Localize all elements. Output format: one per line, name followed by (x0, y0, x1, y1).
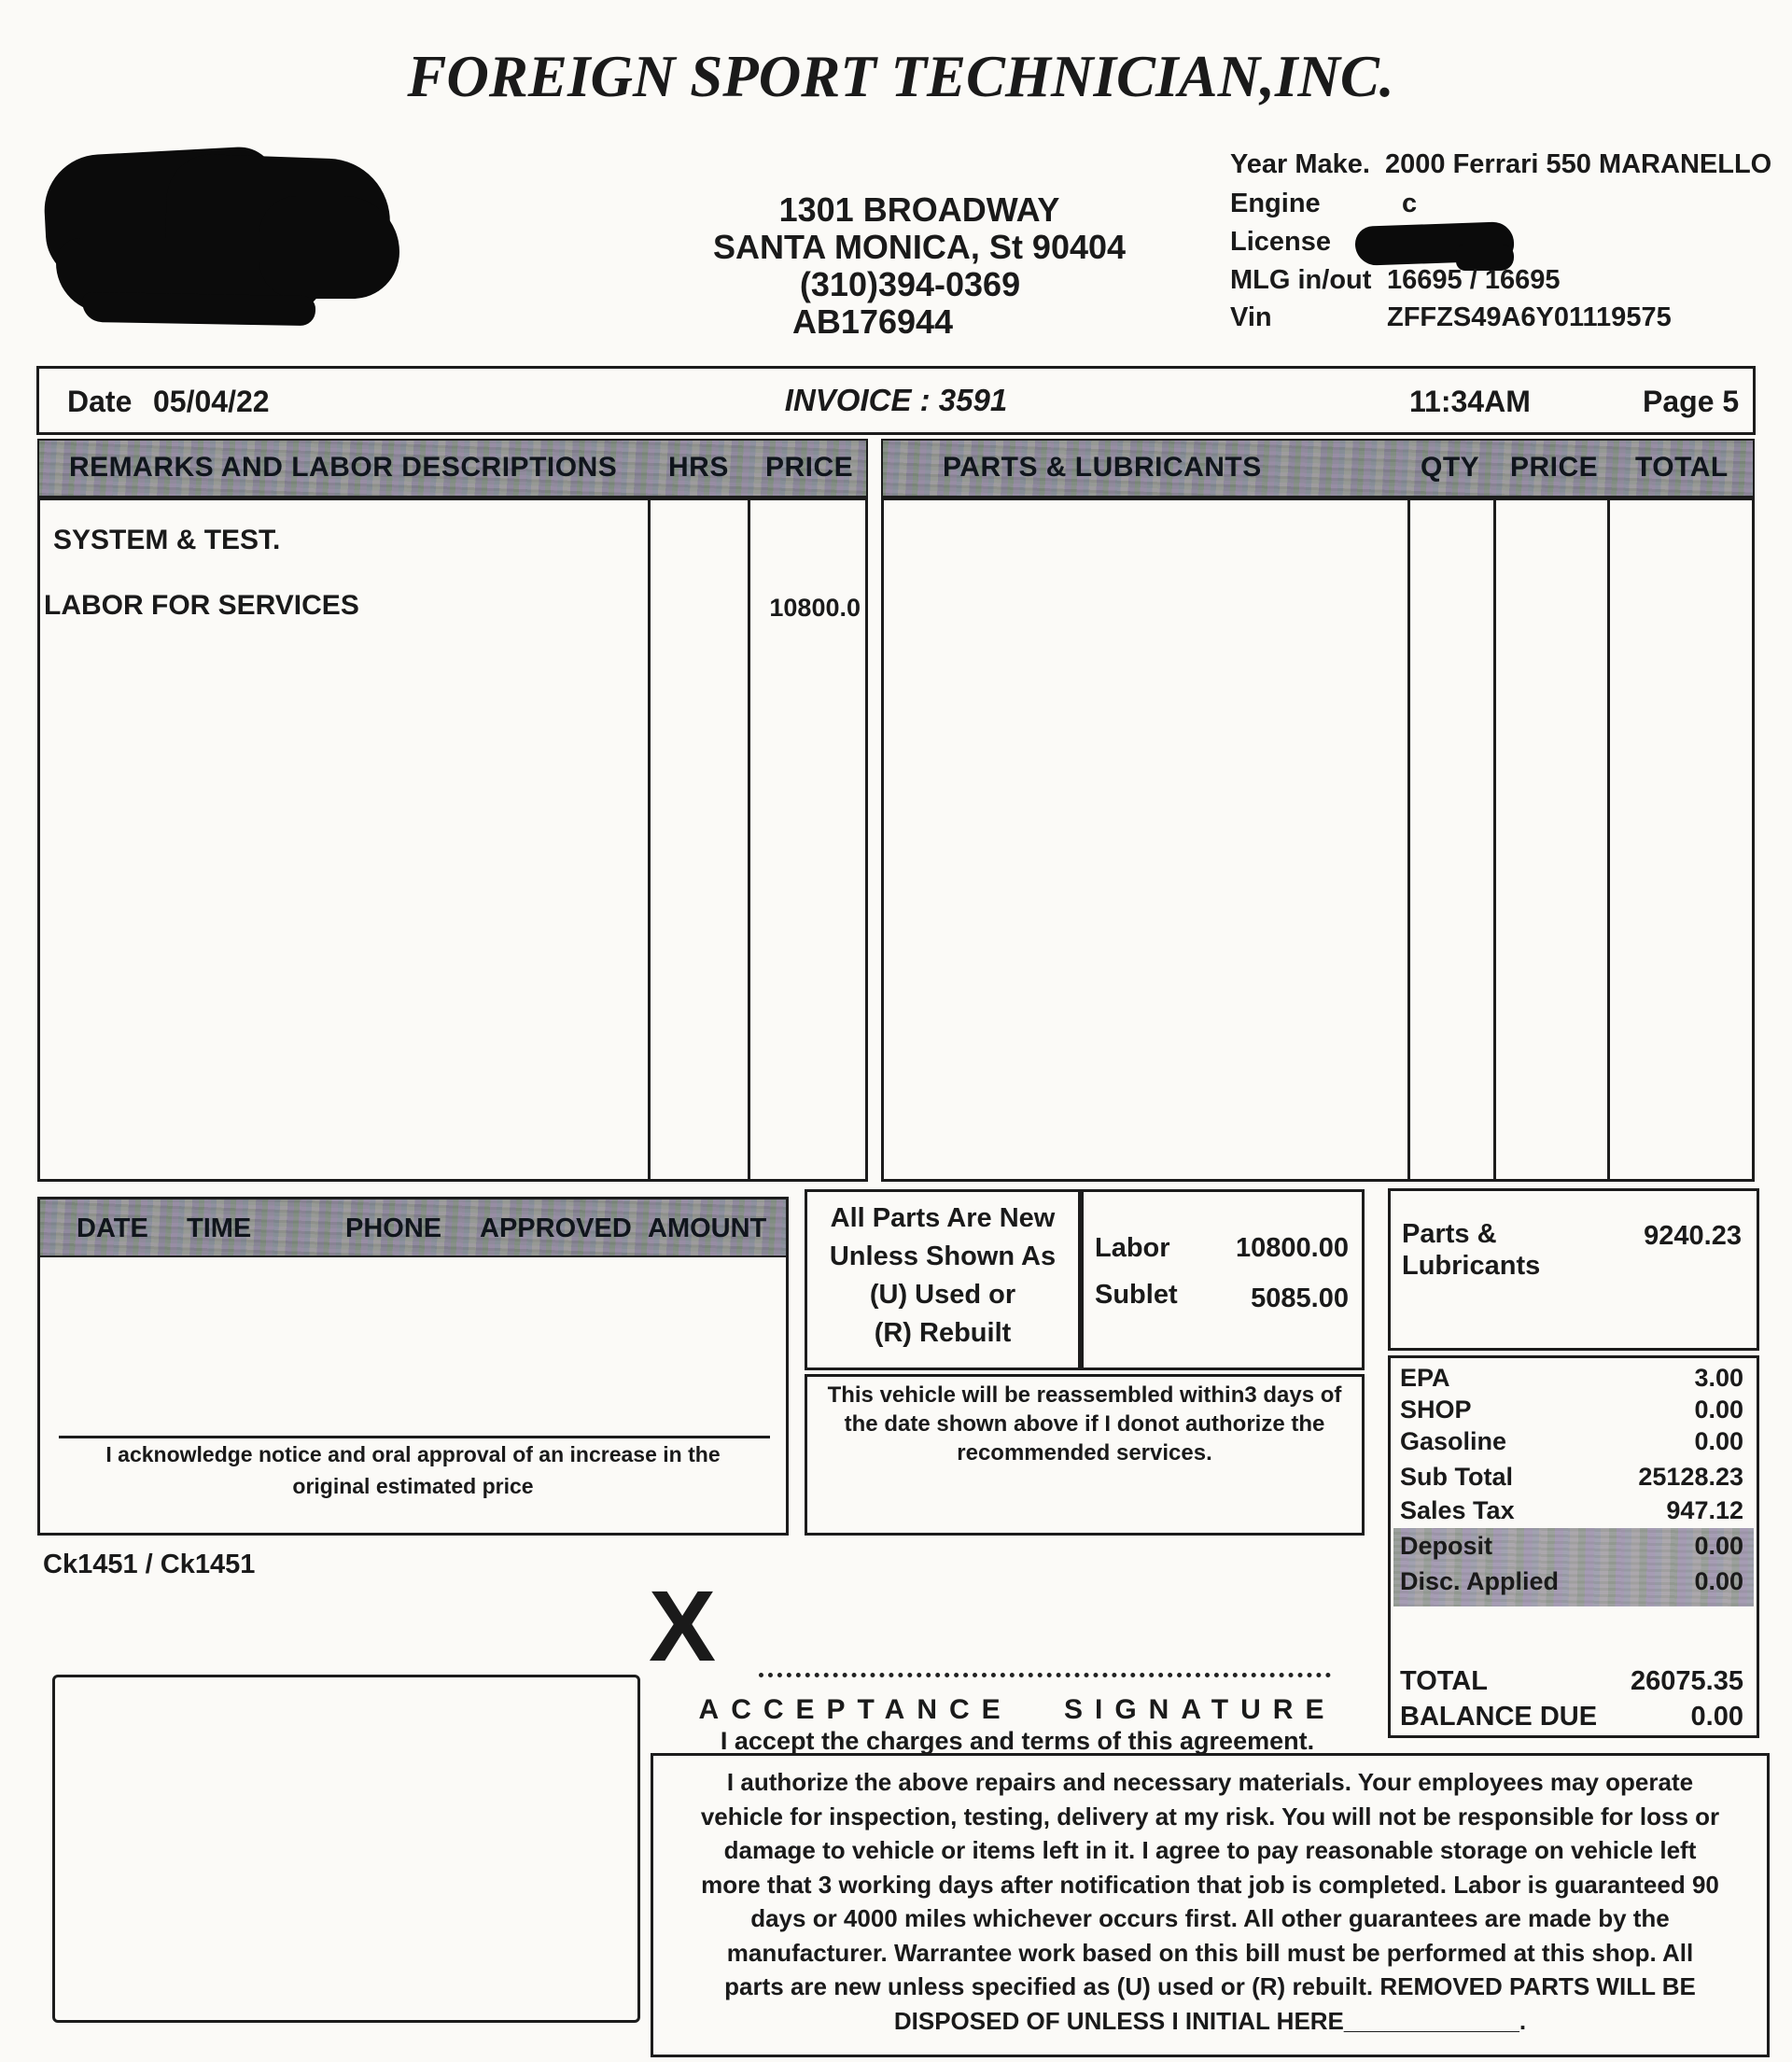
col-parts: PARTS & LUBRICANTS (943, 452, 1262, 483)
invoice-time: 11:34AM (1409, 385, 1531, 418)
labor-columns-header (37, 439, 868, 498)
acceptance-signature-heading: ACCEPTANCE SIGNATURE (698, 1694, 1337, 1725)
shop-phone: (310)394-0369 (799, 265, 1021, 303)
invoice-header-bar (36, 366, 1756, 435)
gasoline-value: 0.00 (1694, 1427, 1743, 1455)
terms-line6: manufacturer. Warrantee work based on this bill must be performed at this shop. All (726, 1938, 1694, 1967)
discount-value: 0.00 (1694, 1567, 1743, 1595)
subtotal-value: 25128.23 (1638, 1463, 1743, 1491)
total-column-divider (1607, 500, 1610, 1179)
sublet-amount: 5085.00 (1251, 1283, 1349, 1313)
line-item-2-price: 10800.0 (769, 594, 861, 622)
reassemble-line3: recommended services. (957, 1440, 1212, 1466)
shop-address-block (616, 191, 1223, 341)
mlg-value: 16695 / 16695 (1387, 265, 1561, 295)
labor-label: Labor (1095, 1233, 1170, 1263)
qty-column-divider (1407, 500, 1410, 1179)
col-price-left: PRICE (765, 452, 854, 483)
mlg-label: MLG in/out (1230, 265, 1372, 295)
signature-x-mark: X (649, 1569, 717, 1682)
notes-empty-box (52, 1675, 640, 2023)
redaction-blob (45, 140, 413, 331)
page-number: Page 5 (1643, 385, 1740, 418)
parts-note-line3: (U) Used or (869, 1280, 1016, 1310)
parts-note-line1: All Parts Are New (830, 1203, 1056, 1233)
line-item-1: SYSTEM & TEST. (53, 525, 281, 555)
address-line2: SANTA MONICA, St 90404 (712, 228, 1127, 266)
terms-initial-here-line: DISPOSED OF UNLESS I INITIAL HERE_____________. (893, 2006, 1527, 2035)
engine-label: Engine (1230, 189, 1321, 218)
approval-signature-line (59, 1436, 770, 1438)
epa-value: 3.00 (1694, 1364, 1743, 1392)
epa-label: EPA (1400, 1364, 1450, 1392)
gasoline-label: Gasoline (1400, 1427, 1507, 1455)
shop-label: SHOP (1400, 1396, 1472, 1424)
labor-table (37, 498, 868, 1182)
labor-amount: 10800.00 (1236, 1233, 1349, 1263)
parts-lub-label1: Parts & (1402, 1219, 1497, 1249)
terms-line3: damage to vehicle or items left in it. I agree to pay reasonable storage on vehicle left (723, 1836, 1697, 1864)
vin-label: Vin (1230, 302, 1272, 332)
date-label: Date (67, 385, 133, 418)
terms-line1: I authorize the above repairs and necessary materials. Your employees may operate (726, 1768, 1694, 1796)
col-price-right: PRICE (1510, 452, 1599, 483)
total-value: 26075.35 (1631, 1666, 1743, 1696)
approval-header-bar (40, 1199, 786, 1257)
col-qty: QTY (1421, 452, 1480, 483)
salestax-label: Sales Tax (1400, 1496, 1515, 1524)
parts-lub-amount: 9240.23 (1644, 1221, 1742, 1251)
check-reference: Ck1451 / Ck1451 (43, 1550, 256, 1579)
balance-due-value: 0.00 (1690, 1702, 1743, 1732)
total-label: TOTAL (1400, 1666, 1488, 1696)
year-make-label: Year Make. (1230, 149, 1370, 179)
parts-note-line4: (R) Rebuilt (874, 1318, 1012, 1348)
ack-line1: I acknowledge notice and oral approval of an increase in the (105, 1442, 721, 1466)
approval-col-phone: PHONE (345, 1213, 442, 1243)
subtotal-label: Sub Total (1400, 1463, 1513, 1491)
parts-note-line2: Unless Shown As (829, 1241, 1057, 1271)
reassemble-line1: This vehicle will be reassembled within3 days of (827, 1382, 1342, 1408)
year-make-value: 2000 Ferrari 550 MARANELLO (1385, 149, 1772, 179)
parts-note-box (805, 1189, 1081, 1370)
line-item-2: LABOR FOR SERVICES (44, 590, 359, 621)
acceptance-signature-subtext: I accept the charges and terms of this agreement. (720, 1727, 1315, 1755)
parts-columns-header (881, 439, 1755, 498)
discount-label: Disc. Applied (1400, 1567, 1560, 1595)
reassemble-note-box (805, 1374, 1365, 1536)
salestax-value: 947.12 (1666, 1496, 1743, 1524)
labor-sublet-box (1081, 1189, 1365, 1370)
shop-license-number: AB176944 (791, 302, 954, 341)
approval-col-approved: APPROVED (480, 1213, 632, 1243)
parts-lubricants-box (1388, 1188, 1759, 1351)
approval-col-date: DATE (77, 1213, 148, 1243)
col-hrs: HRS (668, 452, 729, 483)
terms-line5: days or 4000 miles whichever occurs first. All other guarantees are made by the (750, 1904, 1670, 1932)
parts-table (881, 498, 1755, 1182)
shop-value: 0.00 (1694, 1396, 1743, 1424)
reassemble-line2: the date shown above if I donot authorize the (844, 1411, 1325, 1437)
ack-line2: original estimated price (292, 1474, 534, 1498)
engine-value: c (1402, 189, 1418, 218)
col-total: TOTAL (1635, 452, 1729, 483)
approval-col-time: TIME (187, 1213, 252, 1243)
parts-lub-label2: Lubricants (1402, 1251, 1541, 1281)
totals-box (1388, 1355, 1759, 1738)
col-remarks: REMARKS AND LABOR DESCRIPTIONS (69, 452, 618, 483)
address-line1: 1301 BROADWAY (778, 190, 1060, 229)
license-label: License (1230, 227, 1331, 257)
balance-due-label: BALANCE DUE (1400, 1702, 1598, 1732)
date-value: 05/04/22 (153, 385, 270, 418)
terms-line4: more that 3 working days after notification that job is completed. Labor is guaranteed 90 (701, 1870, 1719, 1899)
invoice-number: INVOICE : 3591 (784, 383, 1008, 417)
deposit-value: 0.00 (1694, 1532, 1743, 1560)
company-title: FOREIGN SPORT TECHNICIAN,INC. (407, 44, 1394, 109)
signature-dotted-line (759, 1673, 1331, 1677)
deposit-label: Deposit (1400, 1532, 1493, 1560)
terms-line2: vehicle for inspection, testing, delivery at my risk. You will not be responsible for loss or (700, 1802, 1720, 1831)
terms-line7: parts are new unless specified as (U) used or (R) rebuilt. REMOVED PARTS WILL BE (724, 1972, 1696, 2000)
sublet-label: Sublet (1095, 1280, 1178, 1310)
vin-value: ZFFZS49A6Y01119575 (1387, 302, 1672, 332)
hrs-column-divider (648, 500, 651, 1179)
price-column-divider-right (1493, 500, 1496, 1179)
phone-approval-box (37, 1197, 789, 1536)
deposit-highlight-band (1393, 1528, 1754, 1606)
terms-box (651, 1753, 1770, 2057)
approval-col-amount: AMOUNT (648, 1213, 767, 1243)
